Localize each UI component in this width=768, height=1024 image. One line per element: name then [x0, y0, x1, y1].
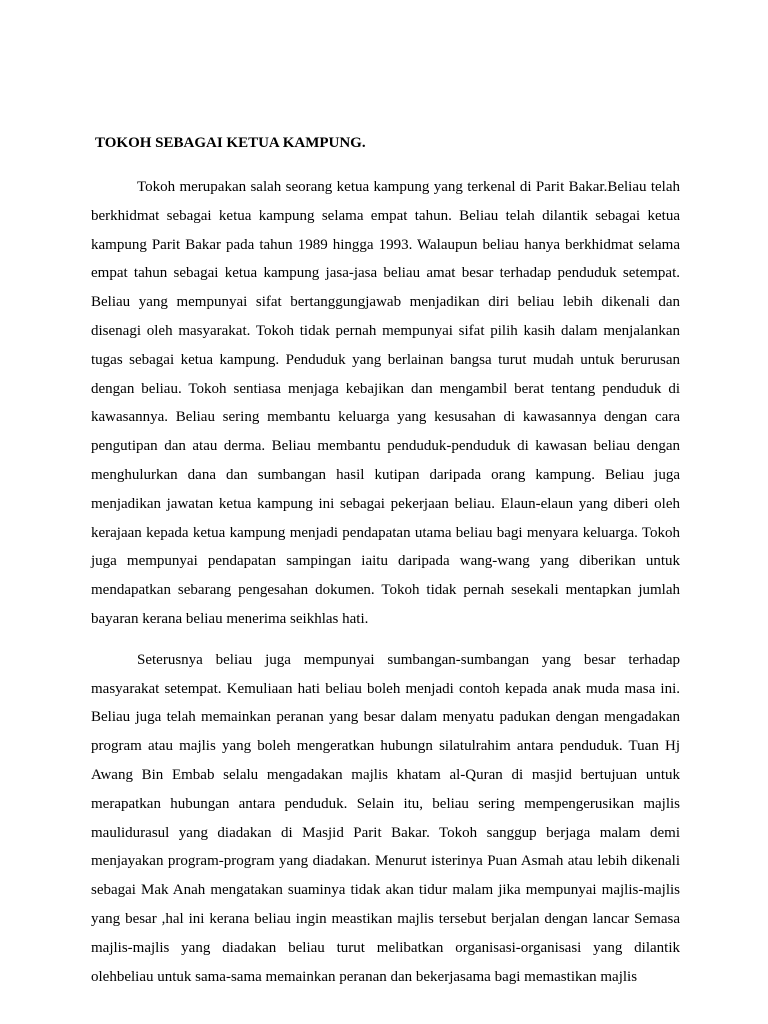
section-heading: TOKOH SEBAGAI KETUA KAMPUNG. [95, 135, 366, 151]
document-body [91, 131, 680, 991]
paragraph-1: Tokoh merupakan salah seorang ketua kampung yang terkenal di Parit Bakar.Beliau telah berkhidmat sebagai ketua kampung selama empat tahun. Beliau telah dilantik sebagai ketua kampung Parit Bakar pada tahun 1989 hingga 1993. Walaupun beliau hanya berkhidmat selama empat tahun sebagai ketua kampung jasa-jasa beliau amat besar terhadap penduduk setempat. Beliau yang mempunyai sifat bertanggungjawab menjadikan diri beliau lebih dikenali dan disenagi oleh masyarakat. Tokoh tidak pernah mempunyai sifat pilih kasih dalam menjalankan tugas sebagai ketua kampung. Penduduk yang berlainan bangsa turut mudah untuk berurusan dengan beliau. Tokoh sentiasa menjaga kebajikan dan mengambil berat tentang penduduk di kawasannya. Beliau sering membantu keluarga yang kesusahan di kawasannya dengan cara pengutipan dan atau derma. Beliau membantu penduduk-penduduk di kawasan beliau dengan menghulurkan dana dan sumbangan hasil kutipan daripada orang kampung. Beliau juga menjadikan jawatan ketua kampung ini sebagai pekerjaan beliau. Elaun-elaun yang diberi oleh kerajaan kepada ketua kampung menjadi pendapatan utama beliau bagi menyara keluarga. Tokoh juga mempunyai pendapatan sampingan iaitu daripada wang-wang yang diberikan untuk mendapatkan sebarang pengesahan dokumen. Tokoh tidak pernah sesekali mentapkan jumlah bayaran kerana beliau menerima seikhlas hati. [91, 179, 680, 627]
paragraph-2: Seterusnya beliau juga mempunyai sumbangan-sumbangan yang besar terhadap masyarakat setempat. Kemuliaan hati beliau boleh menjadi contoh kepada anak muda masa ini. Beliau juga telah memainkan peranan yang besar dalam menyatu padukan dengan mengadakan program atau majlis yang boleh mengeratkan hubungn silatulrahim antara penduduk. Tuan Hj Awang Bin Embab selalu mengadakan majlis khatam al-Quran di masjid bertujuan untuk merapatkan hubungan antara penduduk. Selain itu, beliau sering mempengerusikan majlis maulidurasul yang diadakan di Masjid Parit Bakar. Tokoh sanggup berjaga malam demi menjayakan program-program yang diadakan. Menurut isterinya Puan Asmah atau lebih dikenali sebagai Mak Anah mengatakan suaminya tidak akan tidur malam jika mempunyai majlis-majlis yang besar ,hal ini kerana beliau ingin meastikan majlis tersebut berjalan dengan lancar Semasa majlis-majlis yang diadakan beliau turut melibatkan organisasi-organisasi yang dilantik olehbeliau untuk sama-sama memainkan peranan dan bekerjasama bagi memastikan majlis [91, 651, 680, 985]
